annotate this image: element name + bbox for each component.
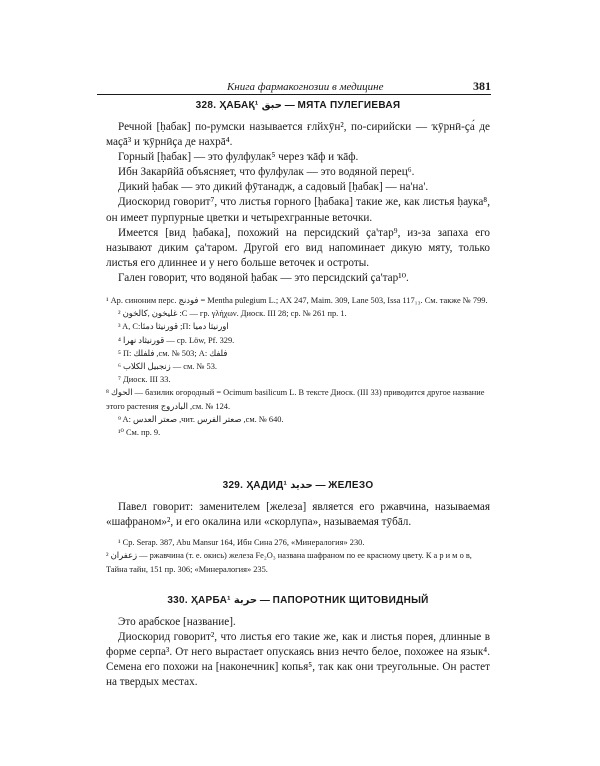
entry-329 bbox=[106, 480, 490, 576]
footnote: ¹ Ар. синоним перс. فودنج = Mentha pulegium L.; AX 247, Maim. 309, Lane 503, Issa 117₁₃. См. также № 799. bbox=[106, 296, 488, 306]
paragraph: Ибн Закарӣйā объясняет, что фулфулак — это водяной перец⁶. bbox=[118, 166, 415, 179]
paragraph: Имеется [вид ḥабака], похожий на персидский ҫа'тар⁹, из-за запаха его называют диким ҫа'таром. Другой его вид напоминает дикую мяту, только листья его длиннее и у него больше веточек и остроты. bbox=[106, 226, 490, 269]
paragraph: Диоскорид говорит⁷, что листья горного [ḥабака] такие же, как листья ḥаука⁸, он имеет пурпурные цветки и четырехгранные веточки. bbox=[106, 196, 490, 224]
entry-329-heading: 329. ҲАДИД¹ حديد — ЖЕЛЕЗО bbox=[222, 480, 374, 491]
paragraph: Это арабское [название]. bbox=[118, 616, 236, 628]
entry-328-heading: 328. ҲАБАҚ¹ حبق — МЯТА ПУЛЕГИЕВАЯ bbox=[195, 100, 401, 111]
footnote: ³ A, C:قورنيثا دمئا ;П: اورنيثا دميا bbox=[118, 322, 229, 332]
entry-329-body bbox=[106, 500, 490, 530]
paragraph: Горный [ḥабак] — это фулфулак⁵ через ҡāф и ҡāф. bbox=[118, 151, 359, 164]
paragraph: Дикий ḥабак — это дикий фӯтанадж, а садовый [ḥабак] — на'на'. bbox=[118, 181, 429, 194]
entry-329-footnotes bbox=[106, 536, 490, 576]
paragraph: Речной [ḥабак] по-румски называется ғлйхӯн², по-сирийски — ҡӯрнӣ-ҫа́ де маҫā³ и ҡӯрнӣҫа де нахрā⁴. bbox=[106, 121, 490, 149]
footnote: ⁵ П: فلفلك ,см. № 503; A: فلفك bbox=[118, 348, 228, 358]
running-head bbox=[97, 79, 491, 94]
footnote: ¹⁰ См. пр. 9. bbox=[118, 428, 161, 438]
footnote: ⁶ زنجبيل الكلاب — см. № 53. bbox=[118, 362, 218, 372]
entry-330-body bbox=[106, 615, 490, 690]
entry-330 bbox=[106, 595, 490, 690]
footnote: ⁸ الحوك — базилик огородный = Ocimum basilicum L. В тексте Диоск. (III 33) приводится другое название этого растения البادروج ,см. № 124. bbox=[106, 388, 485, 411]
header-rule bbox=[97, 94, 491, 95]
entry-328-footnotes bbox=[106, 294, 490, 439]
paragraph: Павел говорит: заменителем [железа] является его ржавчина, называемая «шафраном»², и его окалина или «скорлупа», называемая тӯбāл. bbox=[106, 501, 490, 529]
footnote: ² زعفران — ржавчина (т. е. окись) железа Fe₂O₃ названа шафраном по ее красному цвету. К а р и м о в, Тайна тайн, 151 пр. 306; «Минералогия» 235. bbox=[106, 551, 472, 574]
entry-330-heading: 330. ҲАРБА¹ حربة — ПАПОРОТНИК ЩИТОВИДНЫЙ bbox=[167, 595, 429, 606]
running-title: Книга фармакогнозии в медицине bbox=[227, 81, 384, 93]
footnote: ² غليخون ,كالخون :C — гр. γλήχων. Диоск. III 28; ср. № 261 пр. 1. bbox=[118, 309, 347, 319]
entry-328 bbox=[106, 100, 490, 439]
footnote: ¹ Ср. Serap. 387, Abu Mansur 164, Ибн Сина 276, «Минералогия» 230. bbox=[118, 538, 365, 548]
footnote: ⁹ A: صعتر العدس ,чит. صعتر الفرس ,см. № 640. bbox=[118, 414, 284, 424]
footnote: ⁴ قورنيثاد نهرا — ср. Löw, Pf. 329. bbox=[118, 335, 235, 345]
footnote: ⁷ Диоск. III 33. bbox=[118, 375, 171, 385]
paragraph: Гален говорит, что водяной ḥабак — это персидский ҫа'тар¹⁰. bbox=[118, 271, 409, 284]
paragraph: Диоскорид говорит², что листья его такие же, как и листья порея, длинные в форме серпа³. От него вырастает опускаясь вниз нечто белое, похожее на язык⁴. Семена его похожи на [наконечник] копья⁵, так как они треугольные. Он растет на твердых местах. bbox=[106, 631, 490, 689]
page-number: 381 bbox=[473, 79, 491, 93]
entry-328-body bbox=[106, 120, 490, 286]
